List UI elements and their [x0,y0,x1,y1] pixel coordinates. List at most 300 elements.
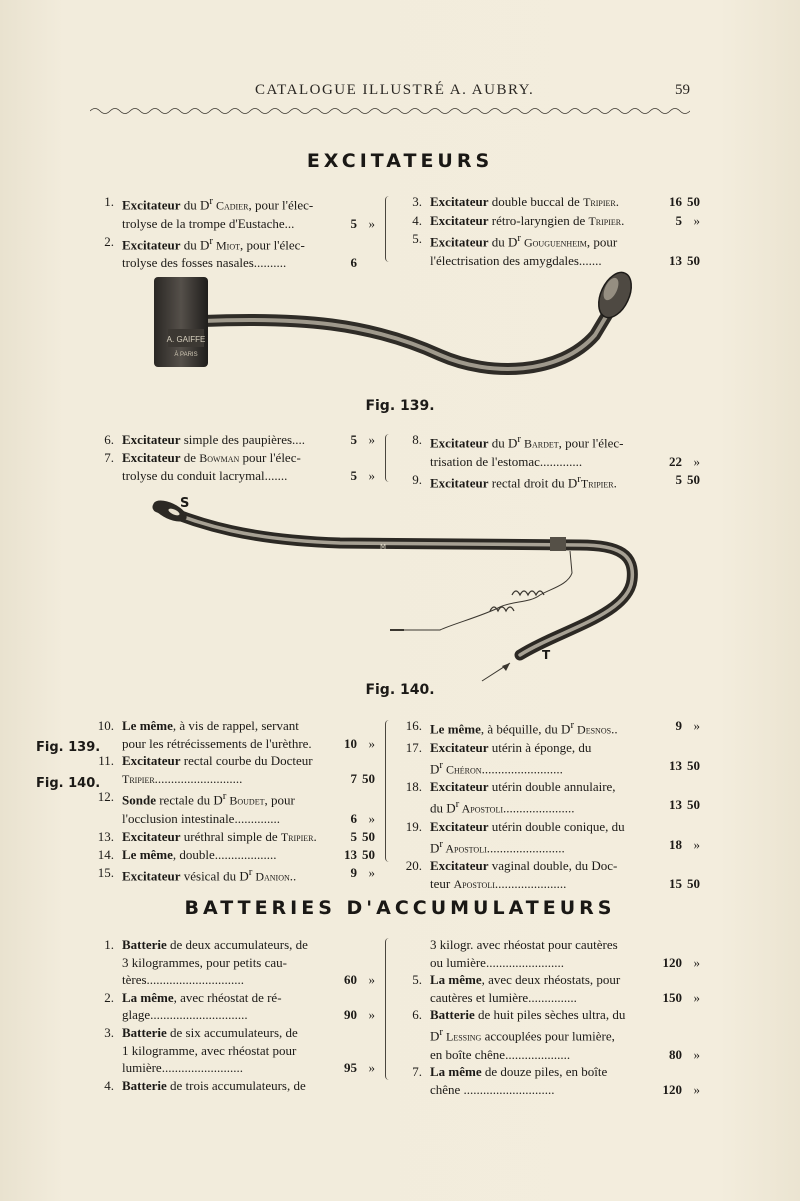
product-name: Excitateur [122,828,181,844]
block1-left [92,193,375,272]
batteries-right [400,936,700,1099]
price-centimes: » [693,1046,700,1062]
entry-text: vaginal double, du Doc- [488,858,618,874]
batteries-left [92,936,375,1094]
entry-line [430,989,700,1007]
entry-text: de douze piles, en boîte [481,1064,608,1080]
catalogue-entry [92,788,375,828]
entry-line [430,1063,700,1081]
catalogue-entry [400,739,700,779]
entry-text: rectal courbe du Docteur [180,753,313,769]
entry-number: 19. [405,818,422,834]
price [669,193,700,211]
entry-line [430,836,700,858]
doctor-name: Miot [212,237,240,252]
price [344,971,375,989]
price-francs: 6 [350,255,357,271]
entry-line [430,739,700,757]
price-francs: 18 [669,836,682,852]
entry-number: 17. [405,739,422,755]
entry-text: ou lumière........................ [430,954,564,970]
block3-right [400,717,700,894]
entry-line [430,796,700,818]
price [351,828,376,846]
label-m: M [380,543,387,551]
price-francs: 60 [344,972,357,988]
product-name: Excitateur [430,739,489,755]
entry-text: de [180,449,200,465]
price-francs: 150 [662,989,682,1005]
price [351,467,376,485]
entry-text: 1 kilogramme, avec rhéostat pour [122,1042,297,1058]
entry-line [122,770,375,789]
entry-line [122,788,375,810]
price [669,875,700,893]
price [344,735,375,753]
entry-line [122,752,375,770]
entry-text: rectal droit du D [488,474,578,490]
entry-text: . [615,194,619,209]
entry-text: D [430,760,440,776]
doctor-name: Tripier [122,771,155,786]
product-name: Excitateur [430,234,489,250]
entry-text: trolyse des fosses nasales.......... [122,255,287,271]
title-superscript: r [570,719,575,731]
catalogue-entry [92,193,375,233]
entry-text: uréthral simple de [180,828,281,844]
entry-text: du D [488,234,518,250]
entry-text: .. [611,721,618,737]
running-header [90,82,690,102]
catalogue-entry [400,857,700,893]
price-centimes: » [693,954,700,970]
entry-text: rétro-laryngien de [488,212,589,228]
price-centimes: » [368,215,375,231]
entry-line [122,810,375,828]
entry-number: 10. [97,718,114,733]
entry-text: l'occlusion intestinale.............. [122,811,280,827]
entry-line [430,1006,700,1024]
product-name: Excitateur [122,197,181,213]
price [669,453,700,471]
entry-text: pour les rétrécissements de l'urèthre. [122,735,312,751]
entry-text: teur [430,876,454,892]
product-name: Le même [122,718,173,733]
entry-text: . [313,828,317,844]
product-name: Excitateur [122,868,181,884]
catalogue-entry [400,778,700,818]
stamp-line1: A. GAIFFE [166,335,206,344]
catalogue-entry [400,431,700,471]
price-centimes: » [693,453,700,469]
price-centimes: 50 [362,828,375,844]
entry-number: 7. [412,1064,422,1080]
product-name: Excitateur [122,432,181,447]
block2-left [92,431,375,485]
doctor-name: Lessing [443,1029,482,1044]
price-centimes: 50 [687,797,700,813]
entry-number: 16. [405,718,422,733]
price-francs: 13 [669,253,682,269]
price [351,431,376,449]
entry-number: 4. [104,1077,114,1093]
entry-text: . [621,212,625,228]
catalogue-entry [92,449,375,485]
fig-140-illustration [140,485,650,685]
doctor-name: Apostoli [459,801,503,816]
entry-number: 4. [412,212,422,228]
doctor-name: Apostoli [443,840,487,855]
entry-number: 18. [405,779,422,795]
price-centimes: 50 [687,471,700,487]
entry-text: simple des paupières.... [180,432,306,447]
entry-text: de deux accumulateurs, de [166,937,308,952]
doctor-name: Tripier [583,195,616,209]
doctor-name: Chéron [443,761,482,776]
entry-text: trolyse du conduit lacrymal....... [122,468,288,484]
stamp-line2: À PARIS [174,352,198,358]
price [351,215,376,233]
entry-text: de trois accumulateurs, de [166,1077,306,1093]
entry-line [430,453,700,471]
price-francs: 5 [675,212,682,228]
entry-text: D [430,839,440,855]
catalogue-entry [400,717,700,739]
margin-note-fig-140: Fig. 140. [36,776,101,791]
label-s: S [180,496,190,511]
entry-text: trolyse de la trompe d'Eustache... [122,215,295,231]
price [676,471,701,489]
entry-text: du D [430,800,456,816]
entry-number: 15. [97,865,114,881]
entry-line [122,1077,375,1095]
price-francs: 6 [350,811,357,827]
price-centimes: 50 [687,253,700,269]
block3-left [92,717,375,886]
entry-line [122,989,375,1007]
entry-line [122,717,375,735]
entry-text: 3 kilogr. avec rhéostat pour cautères [430,937,618,952]
entry-text: l'électrisation des amygdales....... [430,253,602,269]
entry-text: glage.............................. [122,1007,248,1023]
entry-text: utérin à éponge, du [488,739,592,755]
entry-line [122,954,375,972]
entry-text: , pour l'élec- [248,197,314,213]
entry-line [122,735,375,753]
price-francs: 120 [662,1082,682,1098]
title-superscript: r [209,234,213,247]
entry-text: du D [180,236,210,252]
entry-line [430,857,700,875]
title-superscript: r [439,1025,443,1038]
entry-line [122,846,375,864]
doctor-name: Bardet [520,436,559,451]
entry-line [122,449,375,468]
price [351,770,376,788]
block2-right [400,431,700,492]
price-centimes: » [368,735,375,751]
section-title-batteries: BATTERIES D'ACCUMULATEURS [184,897,616,919]
entry-text: D [430,1028,440,1044]
product-name: Excitateur [122,236,181,252]
entry-number: 9. [412,471,422,487]
entry-text: ......................... [481,760,563,776]
price-francs: 13 [669,797,682,813]
product-name: Excitateur [430,212,489,228]
catalogue-entry [92,846,375,864]
entry-text: de huit piles sèches ultra, du [474,1007,626,1023]
doctor-name: Danion [252,869,290,884]
price-centimes: » [693,212,700,228]
entry-text: , avec rhéostat de ré- [173,989,282,1005]
price-francs: 9 [675,718,682,733]
product-name: Batterie [122,1024,167,1040]
entry-text: rectale du D [155,792,223,808]
price-centimes: » [368,865,375,881]
title-superscript: r [517,433,521,445]
price-centimes: » [693,836,700,852]
entry-text: lumière......................... [122,1060,243,1076]
entry-line [430,778,700,796]
doctor-name: Tripier [280,829,314,844]
title-superscript: r [577,472,581,485]
price-centimes: 50 [687,757,700,773]
price-francs: 80 [669,1046,682,1062]
product-name: Excitateur [122,449,181,465]
entry-line [430,954,700,972]
entry-number: 13. [97,828,114,844]
entry-line [430,193,700,212]
price-francs: 16 [669,194,682,209]
price-centimes: » [693,1082,700,1098]
price-centimes: » [368,432,375,447]
title-superscript: r [517,232,521,245]
price [676,717,701,735]
entry-number: 1. [104,937,114,952]
price-francs: 13 [669,757,682,773]
doctor-name: Cadier [212,198,249,213]
price [344,1006,375,1024]
entry-number: 8. [412,432,422,447]
entry-line [430,875,700,894]
entry-number: 12. [97,789,114,805]
entry-text: tères.............................. [122,972,245,988]
entry-text: , pour l'élec- [239,236,305,252]
price [663,989,701,1007]
catalogue-entry [92,828,375,847]
title-superscript: r [439,758,443,771]
product-name: Le même [430,721,481,737]
entry-text: ........................ [486,839,565,855]
entry-text: , pour [264,792,295,808]
entry-line [122,936,375,954]
price-francs: 95 [344,1060,357,1076]
catalogue-entry [400,1006,700,1063]
price [351,810,376,828]
product-name: Excitateur [430,435,489,451]
entry-line [430,971,700,989]
entry-text: vésical du D [180,868,249,884]
entry-text: , avec deux rhéostats, pour [481,972,621,988]
price-centimes: » [368,468,375,484]
entry-text: pour l'élec- [239,449,301,465]
title-superscript: r [455,798,460,811]
price-francs: 5 [350,828,357,844]
price-francs: 5 [350,468,357,484]
entry-number: 7. [104,449,114,465]
entry-line [122,828,375,847]
price-centimes: 50 [362,770,375,786]
product-name: Excitateur [430,474,489,490]
price-francs: 9 [350,865,357,881]
entry-line [122,431,375,449]
product-name: Batterie [122,937,167,952]
product-name: Excitateur [122,753,181,769]
entry-number: 6. [104,432,114,447]
entry-line [430,1024,700,1046]
entry-line [122,467,375,485]
entry-text: trisation de l'estomac............. [430,453,583,469]
catalogue-entry [92,936,375,989]
entry-line [122,193,375,215]
catalogue-entry [400,193,700,212]
product-name: Excitateur [430,194,489,209]
entry-line [430,212,700,231]
entry-number: 2. [104,989,114,1005]
price [663,954,701,972]
price [669,1046,700,1064]
catalogue-entry [92,1024,375,1077]
fig-139-caption: Fig. 139. [365,398,435,414]
entry-number: 14. [97,847,114,863]
entry-text: chêne ............................ [430,1082,555,1098]
product-name: Excitateur [430,779,489,795]
entry-line [430,1046,700,1064]
doctor-name: Tripier [580,475,614,490]
catalogue-entry [400,936,700,971]
entry-text: , à béquille, du D [480,721,571,737]
doctor-name: Boudet [226,793,265,808]
catalogue-entry [400,230,700,270]
catalogue-entry [92,989,375,1024]
entry-text: . [613,474,617,490]
price-francs: 5 [350,432,357,447]
price-centimes: 50 [687,876,700,892]
price-francs: 10 [344,735,357,751]
entry-text: accouplées pour lumière, [481,1028,615,1044]
product-name: Sonde [122,792,156,808]
price-francs: 5 [350,215,357,231]
entry-text: du D [488,435,518,451]
entry-line [122,1059,375,1077]
entry-number: 20. [405,858,422,874]
entry-text: utérin double annulaire, [488,779,616,795]
product-name: Batterie [122,1077,167,1093]
section-title-excitateurs: EXCITATEURS [306,150,494,172]
brace [385,938,394,1080]
entry-number: 2. [104,233,114,249]
entry-number: 1. [104,194,114,209]
title-superscript: r [209,195,213,207]
price-centimes: » [368,1060,375,1076]
entry-line [122,971,375,989]
product-name: La même [430,972,482,988]
entry-number: 5. [412,972,422,988]
entry-text: utérin double conique, du [488,818,625,834]
brace [385,196,394,262]
entry-text: ...................... [503,800,575,816]
product-name: La même [122,989,174,1005]
catalogue-entry [92,717,375,752]
price-centimes: » [368,972,375,988]
price-centimes: 50 [687,194,700,209]
price [676,212,701,230]
entry-line [430,431,700,453]
entry-text: , pour [586,234,618,250]
label-t: T [542,648,551,662]
page-number: 59 [675,82,690,98]
entry-line [122,1024,375,1042]
entry-text: en boîte chêne.................... [430,1046,571,1062]
entry-number: 6. [412,1007,422,1023]
fig-140-caption: Fig. 140. [365,682,435,698]
entry-line [122,215,375,233]
entry-line [122,864,375,886]
price [669,796,700,814]
entry-text: du D [180,197,210,213]
price-francs: 5 [675,471,682,487]
margin-note-fig-139: Fig. 139. [36,740,101,755]
price [344,846,375,864]
product-name: Excitateur [430,858,489,874]
product-name: Excitateur [430,818,489,834]
entry-line [430,936,700,954]
entry-line [430,230,700,252]
catalogue-entry [400,1063,700,1098]
price [669,836,700,854]
price-centimes: » [368,1007,375,1023]
catalogue-entry [400,818,700,858]
price-francs: 22 [669,453,682,469]
price-francs: 13 [344,847,357,863]
product-name: La même [430,1064,482,1080]
header-title: CATALOGUE ILLUSTRÉ A. AUBRY. [255,82,535,98]
title-superscript: r [439,837,443,850]
price [669,757,700,775]
entry-text: , double................... [172,847,277,863]
entry-text: ...................... [494,876,567,892]
entry-text: de six accumulateurs, de [166,1024,298,1040]
brace [385,434,394,482]
block1-right [400,193,700,270]
entry-text: , pour l'élec- [558,435,624,451]
catalogue-entry [400,212,700,231]
wavy-rule [90,106,690,116]
price-francs: 15 [669,876,682,892]
entry-number: 3. [104,1024,114,1040]
product-name: Le même [122,847,173,863]
entry-text: , à vis de rappel, servant [172,718,299,733]
entry-text: .. [289,868,297,884]
price-francs: 120 [662,954,682,970]
entry-line [122,1042,375,1060]
product-name: Batterie [430,1007,475,1023]
entry-line [122,233,375,255]
price-centimes: 50 [362,847,375,863]
price-francs: 7 [350,770,357,786]
price-centimes: » [693,989,700,1005]
price [669,252,700,270]
